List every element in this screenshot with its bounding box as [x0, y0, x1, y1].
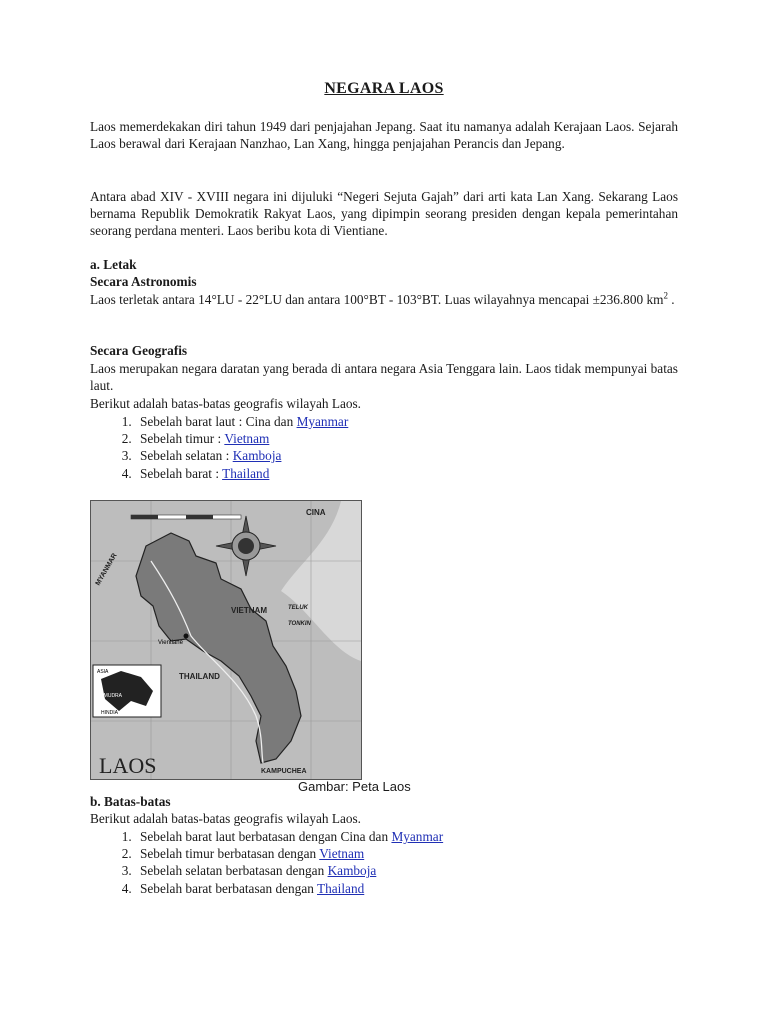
laos-map-svg — [91, 501, 361, 779]
laos-map-image — [90, 500, 362, 780]
capital-marker — [184, 634, 189, 639]
list-item — [135, 465, 348, 482]
link-kamboja[interactable]: Kamboja — [327, 863, 377, 879]
list-item — [135, 430, 348, 447]
label-thailand: THAILAND — [179, 672, 220, 681]
letak-border-list — [90, 413, 348, 482]
list-item — [135, 447, 348, 464]
intro-paragraph-2: Antara abad XIV - XVIII negara ini dijuluki “Negeri Sejuta Gajah” dari arti kata Lan Xang. Sekarang Laos bernama Republik Demokratik Rakyat Laos, yang dipimpin seorang presiden dengan kepala pemerintahan seorang perdana menteri. Laos beribu kota di Vientiane. — [90, 189, 678, 239]
batas-intro: Berikut adalah batas-batas geografis wilayah Laos. — [90, 811, 362, 826]
superscript: 2 — [663, 290, 668, 301]
section-heading-letak: a. Letak — [90, 257, 137, 272]
map-caption: Gambar: Peta Laos — [298, 779, 411, 794]
label-kampuchea: KAMPUCHEA — [261, 768, 307, 775]
list-item — [135, 413, 348, 430]
label-tonkin: TONKIN — [288, 621, 311, 627]
list-item — [135, 880, 443, 897]
label-hindia: HINDIA — [101, 710, 118, 716]
map-title-laos: LAOS — [99, 753, 157, 778]
geografis-intro: Berikut adalah batas-batas geografis wilayah Laos. — [90, 396, 362, 411]
label-cina: CINA — [306, 508, 326, 517]
link-vietnam[interactable]: Vietnam — [224, 431, 270, 447]
link-thailand[interactable]: Thailand — [316, 880, 365, 896]
scale-bar — [131, 515, 241, 519]
list-item-text: Sebelah timur : — [140, 431, 225, 447]
label-vietnam: VIETNAM — [231, 606, 267, 615]
link-vietnam[interactable]: Vietnam — [319, 846, 365, 862]
laos-territory — [136, 533, 301, 763]
list-item — [135, 845, 443, 862]
page-title: NEGARA LAOS — [324, 80, 444, 97]
list-item — [135, 828, 443, 845]
label-vientiane: Vientiane — [158, 640, 183, 646]
compass-rose-icon — [216, 516, 276, 576]
astronomis-end: . — [667, 292, 675, 307]
batas-border-list — [90, 828, 443, 897]
list-item-text: Sebelah barat laut berbatasan dengan Cina dan — [140, 829, 392, 844]
astronomis-paragraph — [90, 291, 678, 308]
list-item — [135, 862, 443, 879]
label-asia: ASIA — [97, 669, 109, 675]
link-myanmar[interactable]: Myanmar — [391, 829, 444, 844]
label-samudra: SAMUDRA — [97, 693, 123, 699]
link-thailand[interactable]: Thailand — [222, 465, 270, 481]
astronomis-text: Laos terletak antara 14°LU - 22°LU dan antara 100°BT - 103°BT. Luas wilayahnya mencapai ±236.800 km — [90, 292, 664, 307]
list-item-text: Sebelah selatan : — [140, 448, 233, 464]
gulf-of-tonkin — [281, 501, 361, 661]
subheading-geografis: Secara Geografis — [90, 343, 188, 358]
subheading-astronomis: Secara Astronomis — [90, 274, 197, 289]
link-myanmar[interactable]: Myanmar — [296, 414, 349, 429]
section-heading-batas: b. Batas-batas — [90, 794, 171, 809]
inset-map — [93, 665, 161, 717]
list-item-text: Sebelah barat laut : Cina dan — [140, 414, 297, 429]
link-kamboja[interactable]: Kamboja — [232, 448, 282, 464]
label-myanmar: MYANMAR — [94, 552, 119, 587]
list-item-text: Sebelah barat berbatasan dengan — [140, 880, 317, 896]
geografis-paragraph: Laos merupakan negara daratan yang berada di antara negara Asia Tenggara lain. Laos tidak mempunyai batas laut. — [90, 361, 678, 394]
label-teluk: TELUK — [288, 605, 308, 611]
list-item-text: Sebelah timur berbatasan dengan — [140, 846, 320, 862]
list-item-text: Sebelah selatan berbatasan dengan — [140, 863, 328, 879]
list-item-text: Sebelah barat : — [140, 465, 223, 481]
intro-paragraph-1: Laos memerdekakan diri tahun 1949 dari penjajahan Jepang. Saat itu namanya adalah Kerajaan Laos. Sejarah Laos berawal dari Kerajaan Nanzhao, Lan Xang, hingga penjajahan Perancis dan Jepang. — [90, 119, 678, 152]
